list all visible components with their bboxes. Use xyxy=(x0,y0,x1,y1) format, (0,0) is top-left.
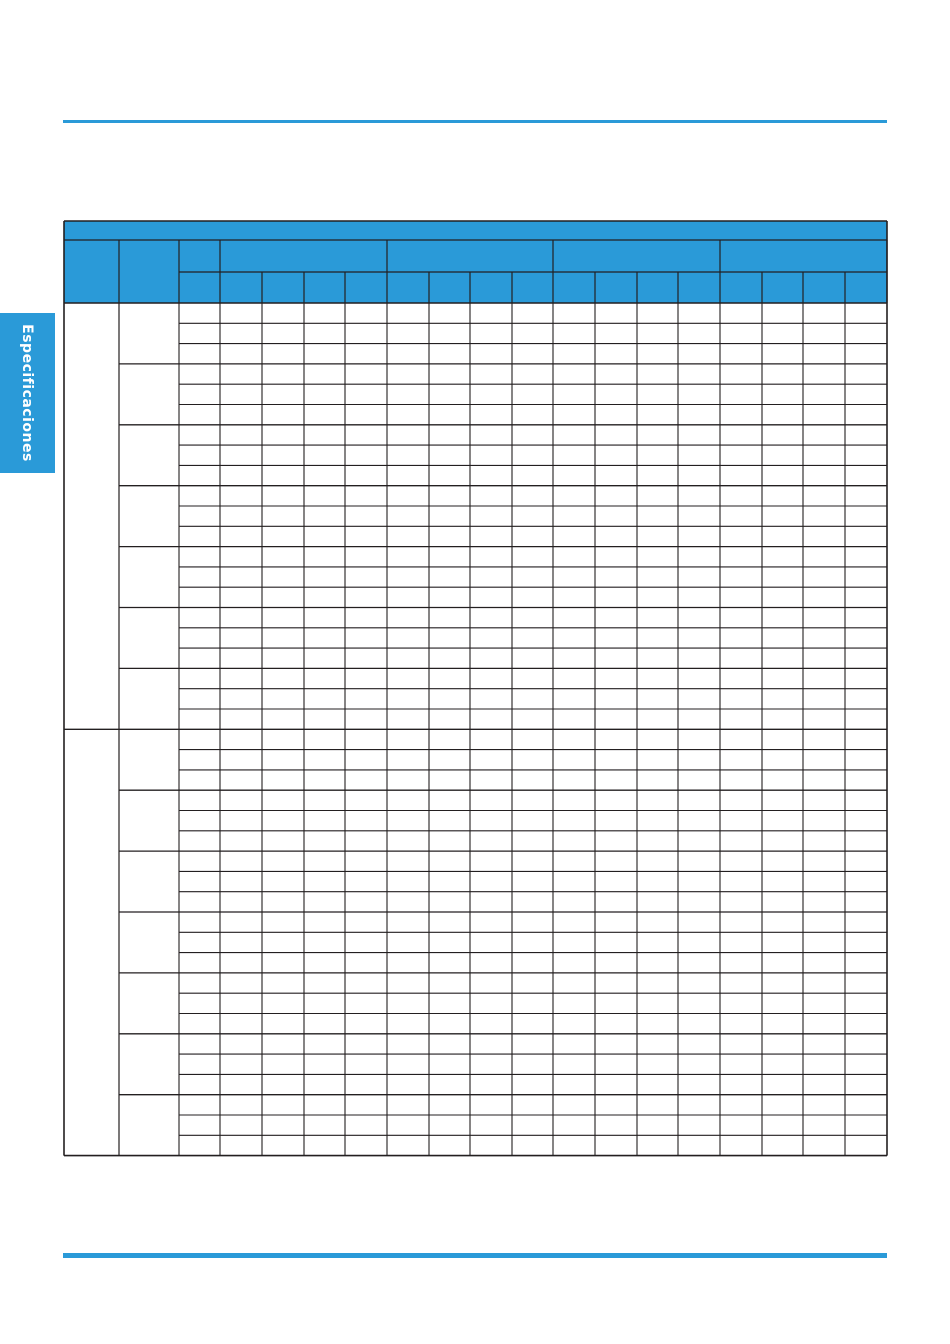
table-header-background xyxy=(64,221,887,303)
bottom-accent-rule xyxy=(63,1253,887,1258)
section-side-tab-label: Especificaciones xyxy=(19,324,35,462)
